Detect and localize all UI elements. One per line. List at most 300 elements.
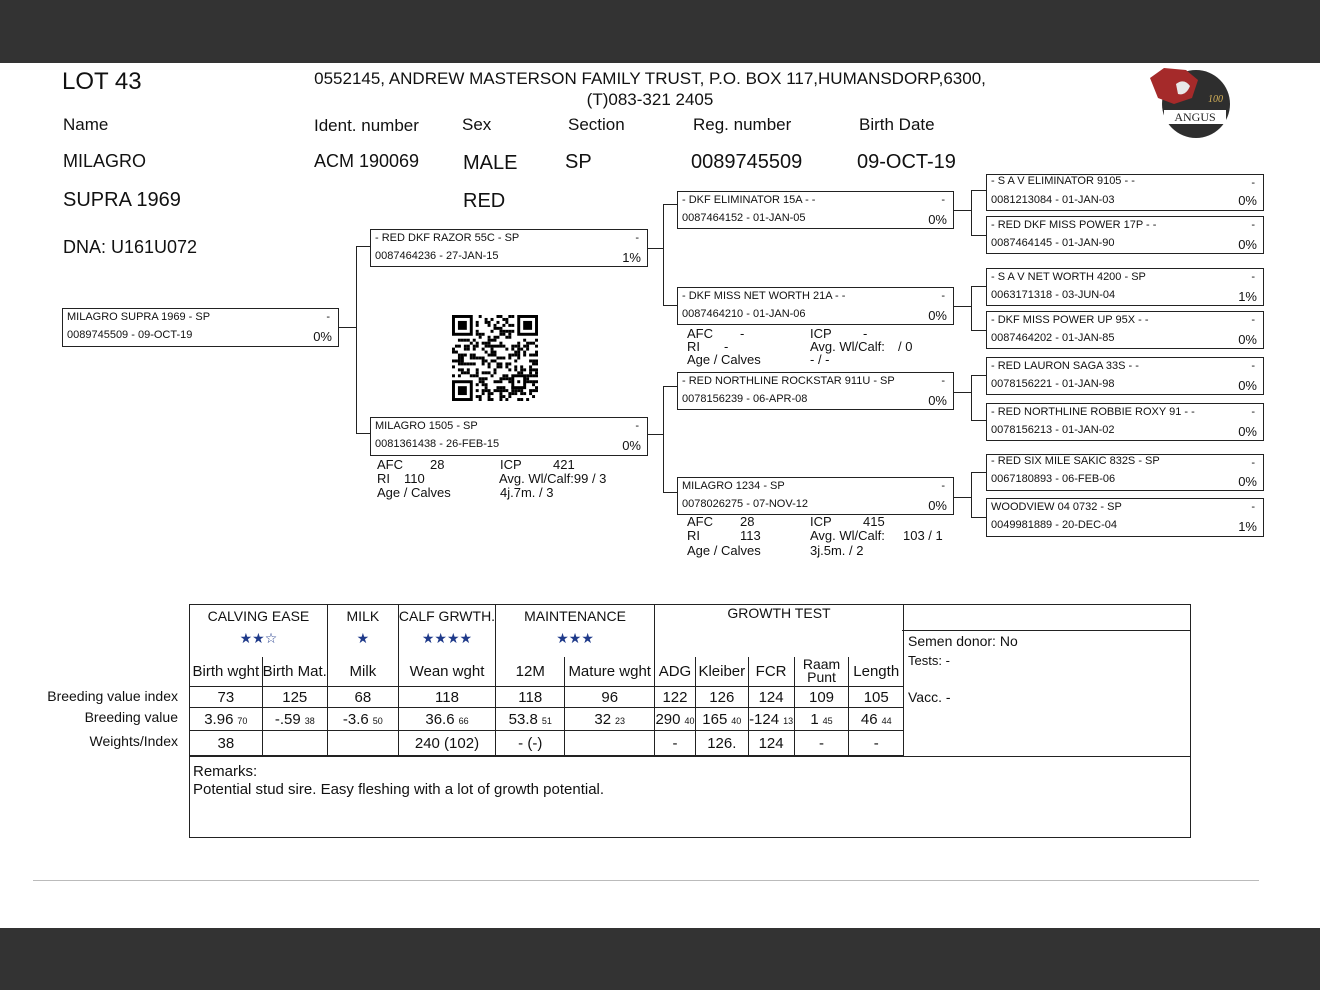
pedigree-dash: - <box>941 480 945 492</box>
qr-module <box>461 362 464 365</box>
pedigree-gg-4[interactable] <box>986 311 1264 349</box>
qr-module <box>496 336 499 339</box>
qr-module <box>467 368 470 371</box>
qr-module <box>517 354 520 357</box>
label-ident: Ident. number <box>314 116 419 135</box>
pedigree-name: - RED DKF MISS POWER 17P - - <box>991 219 1157 231</box>
pedigree-info: 0049981889 - 20-DEC-04 <box>991 519 1117 531</box>
qr-module <box>511 330 514 333</box>
qr-module <box>508 354 511 357</box>
semen-donor: Semen donor: No <box>908 633 1018 649</box>
qr-module <box>508 330 511 333</box>
qr-module <box>461 339 464 342</box>
connector <box>954 306 972 307</box>
qr-module <box>508 324 511 327</box>
row-label-weights: Weights/Index <box>89 733 178 749</box>
pedigree-pct: 0% <box>1238 474 1257 489</box>
qr-module <box>482 383 485 386</box>
bv-cell <box>190 708 263 731</box>
qr-module <box>514 354 517 357</box>
qr-module <box>508 336 511 339</box>
pedigree-gg-8[interactable] <box>986 498 1264 537</box>
qr-module <box>502 333 505 336</box>
qr-module <box>491 339 494 342</box>
pedigree-gg-6[interactable] <box>986 403 1264 441</box>
qr-module <box>529 389 532 392</box>
qr-module <box>494 380 497 383</box>
qr-module <box>485 359 488 362</box>
qr-module <box>529 392 532 395</box>
qr-module <box>491 359 494 362</box>
pedigree-dam-dam[interactable] <box>677 477 954 515</box>
qr-module <box>458 359 461 362</box>
qr-module <box>502 377 505 380</box>
bv-value: -124 <box>749 710 780 728</box>
label-section: Section <box>568 115 625 134</box>
qr-module <box>505 365 508 368</box>
qr-module <box>532 374 535 377</box>
qr-module <box>458 321 467 330</box>
index-cell: 118 <box>496 687 565 708</box>
connector <box>356 246 370 247</box>
index-cell: 125 <box>262 687 327 708</box>
bv-cell <box>748 708 794 731</box>
qr-module <box>502 386 505 389</box>
qr-module <box>491 392 494 395</box>
qr-module <box>499 377 502 380</box>
pedigree-pct: 0% <box>1238 424 1257 439</box>
column-header: Mature wght <box>565 657 655 687</box>
pedigree-info: 0078156213 - 01-JAN-02 <box>991 424 1115 436</box>
connector <box>356 433 370 434</box>
qr-module <box>461 371 464 374</box>
spacer <box>190 649 328 657</box>
qr-module <box>526 377 529 380</box>
qr-module <box>491 374 494 377</box>
connector <box>663 386 664 493</box>
bv-value: 32 <box>594 710 612 728</box>
qr-module <box>499 342 502 345</box>
bv-value: 1 <box>810 710 819 728</box>
qr-module <box>458 357 461 360</box>
qr-module <box>511 389 514 392</box>
column-header: Length <box>849 657 904 687</box>
qr-module <box>532 380 535 383</box>
connector <box>971 472 986 473</box>
index-cell: 109 <box>794 687 849 708</box>
pedigree-gg-2[interactable] <box>986 216 1264 254</box>
angus-logo <box>1146 64 1232 140</box>
owner-line-2: (T)083-321 2405 <box>586 90 714 109</box>
qr-module <box>526 374 529 377</box>
dd-stat-ri: RI 113 <box>687 528 761 543</box>
qr-module <box>464 345 467 348</box>
weight-cell: 124 <box>748 731 794 756</box>
pedigree-gg-1[interactable] <box>986 174 1264 211</box>
qr-module <box>452 365 455 368</box>
pedigree-dash: - <box>1251 219 1255 231</box>
qr-module <box>496 362 499 365</box>
qr-module <box>529 359 532 362</box>
bv-value: 36.6 <box>425 710 455 728</box>
qr-module <box>511 324 514 327</box>
pedigree-dash: - <box>941 194 945 206</box>
qr-module <box>488 398 491 401</box>
bv-row <box>190 708 904 731</box>
bv-accuracy: 40 <box>731 715 742 726</box>
pedigree-name: - RED DKF RAZOR 55C - SP <box>375 232 520 244</box>
qr-module <box>491 398 494 401</box>
pedigree-self[interactable] <box>62 308 339 347</box>
qr-module <box>464 354 467 357</box>
qr-module <box>520 348 523 351</box>
bv-accuracy: 70 <box>237 715 248 726</box>
qr-module <box>502 389 505 392</box>
bv-accuracy: 45 <box>822 715 833 726</box>
weights-row <box>190 731 904 756</box>
column-header: 12M <box>496 657 565 687</box>
spacer <box>496 649 655 657</box>
qr-module <box>499 362 502 365</box>
pedigree-sire[interactable] <box>370 229 648 267</box>
row-label-index: Breeding value index <box>47 688 178 704</box>
pedigree-name: MILAGRO 1505 - SP <box>375 420 478 432</box>
qr-module <box>496 315 499 318</box>
qr-module <box>535 374 538 377</box>
pedigree-gg-5[interactable] <box>986 357 1264 395</box>
qr-module <box>476 345 479 348</box>
qr-module <box>532 362 535 365</box>
bv-cell <box>655 708 696 731</box>
qr-module <box>455 351 458 354</box>
logo-text: ANGUS <box>1174 110 1216 124</box>
pedigree-pct: 0% <box>1238 193 1257 208</box>
group-milk: MILK <box>327 605 398 629</box>
qr-module <box>517 398 520 401</box>
owner-info <box>270 68 1030 110</box>
qr-module <box>520 365 523 368</box>
qr-module <box>452 348 455 351</box>
stars-calf-growth: ★★★★ <box>398 629 495 649</box>
column-header: Birth Mat. <box>262 657 327 687</box>
weight-cell <box>327 731 398 756</box>
connector <box>663 204 664 306</box>
qr-module <box>535 354 538 357</box>
qr-module <box>523 351 526 354</box>
qr-module <box>494 327 497 330</box>
pedigree-dash: - <box>1251 406 1255 418</box>
qr-module <box>523 368 526 371</box>
qr-module <box>485 377 488 380</box>
connector <box>971 286 986 287</box>
qr-module <box>496 345 499 348</box>
weight-cell <box>565 731 655 756</box>
qr-module <box>461 357 464 360</box>
qr-module <box>482 357 485 360</box>
pedigree-name: WOODVIEW 04 0732 - SP <box>991 501 1122 513</box>
qr-module <box>526 348 529 351</box>
qr-module <box>529 374 532 377</box>
qr-module <box>508 333 511 336</box>
animal-name-2: SUPRA 1969 <box>63 189 181 211</box>
qr-module <box>514 359 517 362</box>
qr-module <box>491 330 494 333</box>
qr-module <box>482 362 485 365</box>
bv-value: -3.6 <box>342 710 369 728</box>
qr-module <box>461 354 464 357</box>
weight-cell: - <box>655 731 696 756</box>
weight-cell: 240 (102) <box>398 731 495 756</box>
qr-module <box>488 345 491 348</box>
stars-calving-ease: ★★☆ <box>190 629 328 649</box>
label-reg: Reg. number <box>693 115 792 134</box>
qr-module <box>491 318 494 321</box>
qr-module <box>473 357 476 360</box>
qr-module <box>520 371 523 374</box>
qr-module <box>532 342 535 345</box>
pedigree-gg-7[interactable] <box>986 454 1264 491</box>
pedigree-sire-dam[interactable] <box>677 287 954 325</box>
group-growth-test: GROWTH TEST <box>655 605 904 657</box>
bv-accuracy: 51 <box>541 715 552 726</box>
qr-module <box>485 383 488 386</box>
qr-module <box>517 345 520 348</box>
qr-module <box>535 380 538 383</box>
qr-module <box>508 368 511 371</box>
pedigree-name: - RED LAURON SAGA 33S - - <box>991 360 1139 372</box>
qr-module <box>476 389 479 392</box>
connector <box>971 190 986 191</box>
pedigree-name: - RED NORTHLINE ROBBIE ROXY 91 - - <box>991 406 1195 418</box>
qr-module <box>485 371 488 374</box>
bv-cell <box>794 708 849 731</box>
qr-module <box>499 315 502 318</box>
qr-module <box>488 342 491 345</box>
qr-module <box>523 339 526 342</box>
bv-value: 53.8 <box>508 710 538 728</box>
qr-module <box>494 368 497 371</box>
qr-module <box>499 330 502 333</box>
qr-module <box>496 389 499 392</box>
qr-module <box>488 339 491 342</box>
qr-module <box>496 365 499 368</box>
connector <box>971 472 972 518</box>
qr-module <box>458 339 461 342</box>
qr-module <box>494 371 497 374</box>
animal-reg: 0089745509 <box>691 151 803 173</box>
pedigree-pct: 0% <box>1238 237 1257 252</box>
qr-module <box>482 359 485 362</box>
qr-module <box>532 359 535 362</box>
qr-module <box>458 368 461 371</box>
animal-name-1: MILAGRO <box>63 151 147 171</box>
qr-module <box>455 359 458 362</box>
weight-cell <box>262 731 327 756</box>
pedigree-pct: 1% <box>1238 289 1257 304</box>
qr-module <box>467 339 470 342</box>
pedigree-name: MILAGRO SUPRA 1969 - SP <box>67 311 211 323</box>
owner-line-1: 0552145, ANDREW MASTERSON FAMILY TRUST, P.O. BOX 117,HUMANSDORP,6300, <box>314 69 986 88</box>
qr-module <box>488 336 491 339</box>
spacer <box>398 649 495 657</box>
qr-module <box>473 345 476 348</box>
weight-cell: 126. <box>695 731 748 756</box>
qr-module <box>470 362 473 365</box>
qr-module <box>458 362 461 365</box>
bv-accuracy: 50 <box>372 715 383 726</box>
pedigree-dash: - <box>1251 314 1255 326</box>
connector <box>648 434 664 435</box>
label-birth: Birth Date <box>859 115 935 134</box>
qr-module <box>473 339 476 342</box>
qr-module <box>517 357 520 360</box>
qr-module <box>476 383 479 386</box>
pedigree-pct: 1% <box>1238 519 1257 534</box>
qr-module <box>535 339 538 342</box>
qr-module <box>505 362 508 365</box>
qr-module <box>520 368 523 371</box>
qr-module <box>505 321 508 324</box>
pedigree-info: 0087464236 - 27-JAN-15 <box>375 250 499 262</box>
qr-module <box>505 330 508 333</box>
qr-module <box>517 380 520 383</box>
pedigree-pct: 0% <box>928 393 947 408</box>
animal-color: RED <box>463 190 506 212</box>
qr-module <box>491 348 494 351</box>
qr-code <box>450 315 540 401</box>
qr-module <box>482 333 485 336</box>
qr-module <box>496 380 499 383</box>
animal-ident: ACM 190069 <box>314 151 420 171</box>
bv-cell <box>398 708 495 731</box>
qr-module <box>529 368 532 371</box>
bv-cell <box>849 708 904 731</box>
qr-module <box>488 362 491 365</box>
side-divider <box>902 630 1190 631</box>
qr-module <box>494 339 497 342</box>
qr-module <box>508 362 511 365</box>
remarks-box <box>189 756 1191 838</box>
column-header: Birth wght <box>190 657 263 687</box>
pedigree-gg-3[interactable] <box>986 268 1264 306</box>
qr-module <box>505 374 508 377</box>
qr-module <box>499 395 502 398</box>
qr-module <box>508 377 511 380</box>
qr-module <box>482 377 485 380</box>
qr-module <box>511 315 514 318</box>
pedigree-name: - RED NORTHLINE ROCKSTAR 911U - SP <box>682 375 895 387</box>
pedigree-info: 0081361438 - 26-FEB-15 <box>375 438 500 450</box>
pedigree-name: - RED SIX MILE SAKIC 832S - SP <box>991 455 1160 467</box>
connector <box>954 392 972 393</box>
qr-module <box>494 354 497 357</box>
pedigree-dam-sire[interactable] <box>677 372 954 410</box>
pedigree-pct: 0% <box>1238 332 1257 347</box>
qr-module <box>467 362 470 365</box>
sd-stat-ri: RI - <box>687 339 729 354</box>
qr-module <box>517 371 520 374</box>
qr-module <box>514 345 517 348</box>
bv-accuracy: 40 <box>684 715 695 726</box>
qr-module <box>523 345 526 348</box>
pedigree-sire-sire[interactable] <box>677 191 954 229</box>
qr-module <box>526 380 529 383</box>
sd-stat-age: Age / Calves - / - <box>687 352 830 367</box>
pedigree-dash: - <box>941 375 945 387</box>
pedigree-dash: - <box>1251 457 1255 469</box>
pedigree-info: 0078156221 - 01-JAN-98 <box>991 378 1115 390</box>
divider-line <box>33 880 1259 881</box>
pedigree-pct: 0% <box>313 329 332 344</box>
pedigree-name: - S A V NET WORTH 4200 - SP <box>991 271 1146 283</box>
qr-module <box>479 377 482 380</box>
dam-stat-afc: AFC 28 <box>377 457 445 472</box>
qr-module <box>494 345 497 348</box>
dam-stat-avg: Avg. Wl/Calf:99 / 3 <box>499 471 607 486</box>
qr-module <box>508 392 511 395</box>
qr-module <box>502 357 505 360</box>
qr-module <box>529 342 532 345</box>
qr-module <box>514 392 517 395</box>
pedigree-dam[interactable] <box>370 417 648 456</box>
qr-module <box>473 374 476 377</box>
qr-module <box>461 368 464 371</box>
qr-module <box>461 359 464 362</box>
qr-module <box>488 389 491 392</box>
qr-module <box>473 362 476 365</box>
index-cell: 126 <box>695 687 748 708</box>
qr-module <box>494 324 497 327</box>
pedigree-dash: - <box>635 232 639 244</box>
qr-module <box>476 357 479 360</box>
qr-module <box>526 342 529 345</box>
pedigree-pct: 1% <box>622 250 641 265</box>
dd-stat-afc: AFC 28 <box>687 514 755 529</box>
animal-birth: 09-OCT-19 <box>857 151 956 173</box>
qr-module <box>476 324 479 327</box>
qr-module <box>476 333 479 336</box>
pedigree-dash: - <box>1251 360 1255 372</box>
qr-module <box>476 395 479 398</box>
pedigree-info: 0078026275 - 07-NOV-12 <box>682 498 808 510</box>
qr-module <box>532 354 535 357</box>
column-header-row <box>190 657 904 687</box>
qr-module <box>485 342 488 345</box>
qr-module <box>502 395 505 398</box>
qr-module <box>535 389 538 392</box>
qr-module <box>499 392 502 395</box>
pedigree-name: - DKF MISS NET WORTH 21A - - <box>682 290 846 302</box>
bv-cell <box>496 708 565 731</box>
qr-module <box>520 398 523 401</box>
qr-module <box>464 371 467 374</box>
qr-module <box>482 348 485 351</box>
vaccinations: Vacc. - <box>908 689 951 705</box>
qr-module <box>511 392 514 395</box>
qr-module <box>479 395 482 398</box>
qr-module <box>526 398 529 401</box>
qr-module <box>479 315 482 318</box>
qr-module <box>488 371 491 374</box>
qr-module <box>496 321 499 324</box>
qr-module <box>499 345 502 348</box>
qr-module <box>488 395 491 398</box>
group-calving-ease: CALVING EASE <box>190 605 328 629</box>
qr-module <box>452 374 455 377</box>
qr-module <box>496 327 499 330</box>
logo-year: 100 <box>1208 94 1223 105</box>
qr-module <box>482 380 485 383</box>
